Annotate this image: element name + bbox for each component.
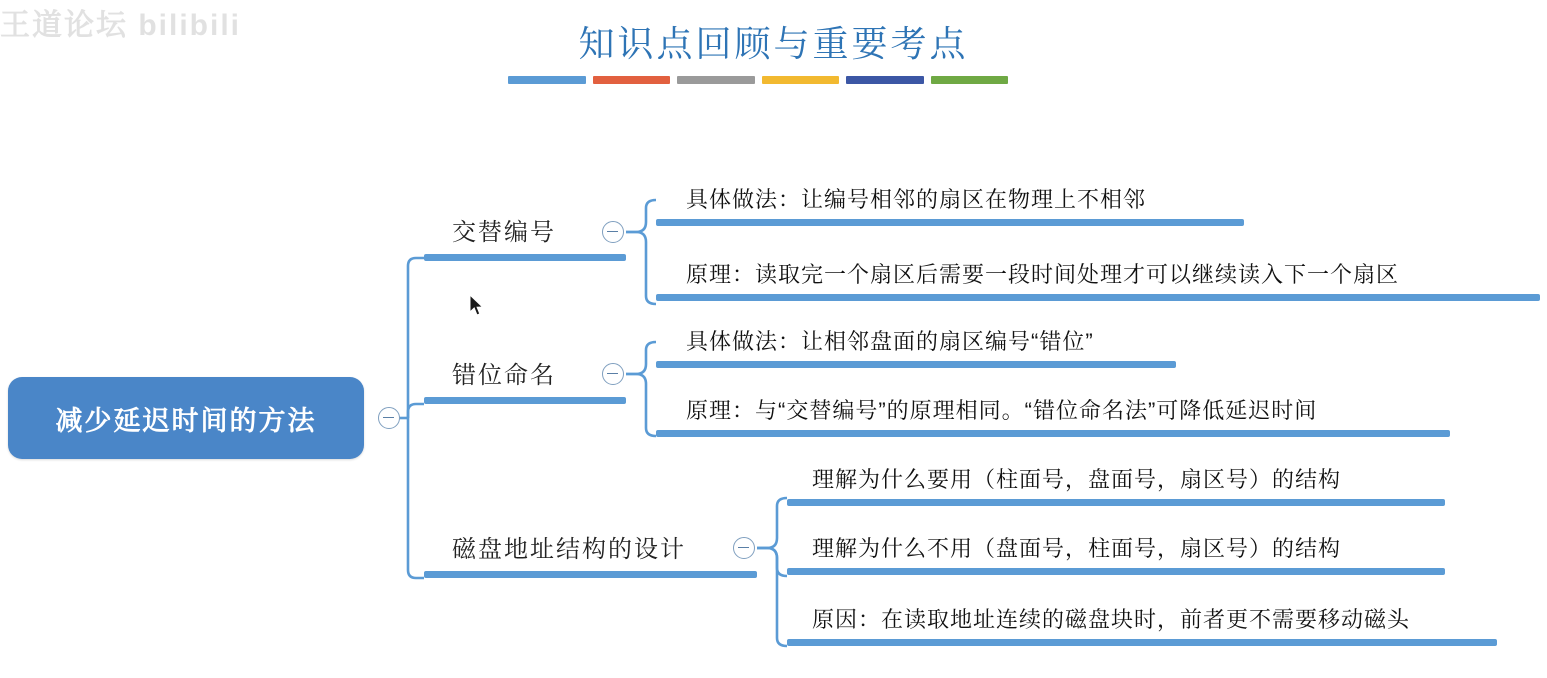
collapse-toggle-branch-3[interactable] xyxy=(733,537,755,559)
title-rule-seg-2 xyxy=(593,76,671,84)
branch-label-3[interactable]: 磁盘地址结构的设计 xyxy=(452,536,686,563)
leaf-text-2-2[interactable]: 原理：与“交替编号”的原理相同。“错位命名法”可降低延迟时间 xyxy=(686,398,1318,423)
branch-label-1[interactable]: 交替编号 xyxy=(452,219,556,246)
leaf-text-3-2[interactable]: 理解为什么不用（盘面号，柱面号，扇区号）的结构 xyxy=(812,536,1342,561)
collapse-toggle-branch-2[interactable] xyxy=(602,363,624,385)
leaf-underline-2-1 xyxy=(656,361,1176,368)
root-node[interactable]: 减少延迟时间的方法 xyxy=(8,377,364,459)
leaf-text-3-3[interactable]: 原因：在读取地址连续的磁盘块时，前者更不需要移动磁头 xyxy=(812,607,1411,632)
page-title: 知识点回顾与重要考点 xyxy=(578,24,969,64)
watermark-text: 王道论坛 bilibili xyxy=(0,9,241,42)
collapse-toggle-root[interactable] xyxy=(378,407,400,429)
title-rule-seg-1 xyxy=(508,76,586,84)
branch-underline-3 xyxy=(424,571,757,578)
mouse-cursor-icon xyxy=(470,295,486,317)
leaf-text-1-2[interactable]: 原理：读取完一个扇区后需要一段时间处理才可以继续读入下一个扇区 xyxy=(686,262,1400,287)
leaf-text-1-1[interactable]: 具体做法：让编号相邻的扇区在物理上不相邻 xyxy=(686,187,1147,212)
leaf-underline-3-1 xyxy=(787,499,1445,506)
title-rule-seg-3 xyxy=(677,76,755,84)
branch-label-2[interactable]: 错位命名 xyxy=(452,362,556,389)
leaf-underline-3-2 xyxy=(787,568,1445,575)
title-rule xyxy=(508,76,1008,84)
title-rule-seg-4 xyxy=(762,76,840,84)
leaf-text-3-1[interactable]: 理解为什么要用（柱面号，盘面号，扇区号）的结构 xyxy=(812,467,1342,492)
leaf-underline-1-1 xyxy=(656,219,1244,226)
title-rule-seg-6 xyxy=(931,76,1009,84)
title-rule-seg-5 xyxy=(846,76,924,84)
leaf-underline-1-2 xyxy=(656,294,1540,301)
branch-underline-2 xyxy=(424,397,626,404)
collapse-toggle-branch-1[interactable] xyxy=(602,221,624,243)
leaf-underline-3-3 xyxy=(787,639,1497,646)
leaf-underline-2-2 xyxy=(656,430,1450,437)
branch-underline-1 xyxy=(424,254,626,261)
leaf-text-2-1[interactable]: 具体做法：让相邻盘面的扇区编号“错位” xyxy=(686,329,1094,354)
